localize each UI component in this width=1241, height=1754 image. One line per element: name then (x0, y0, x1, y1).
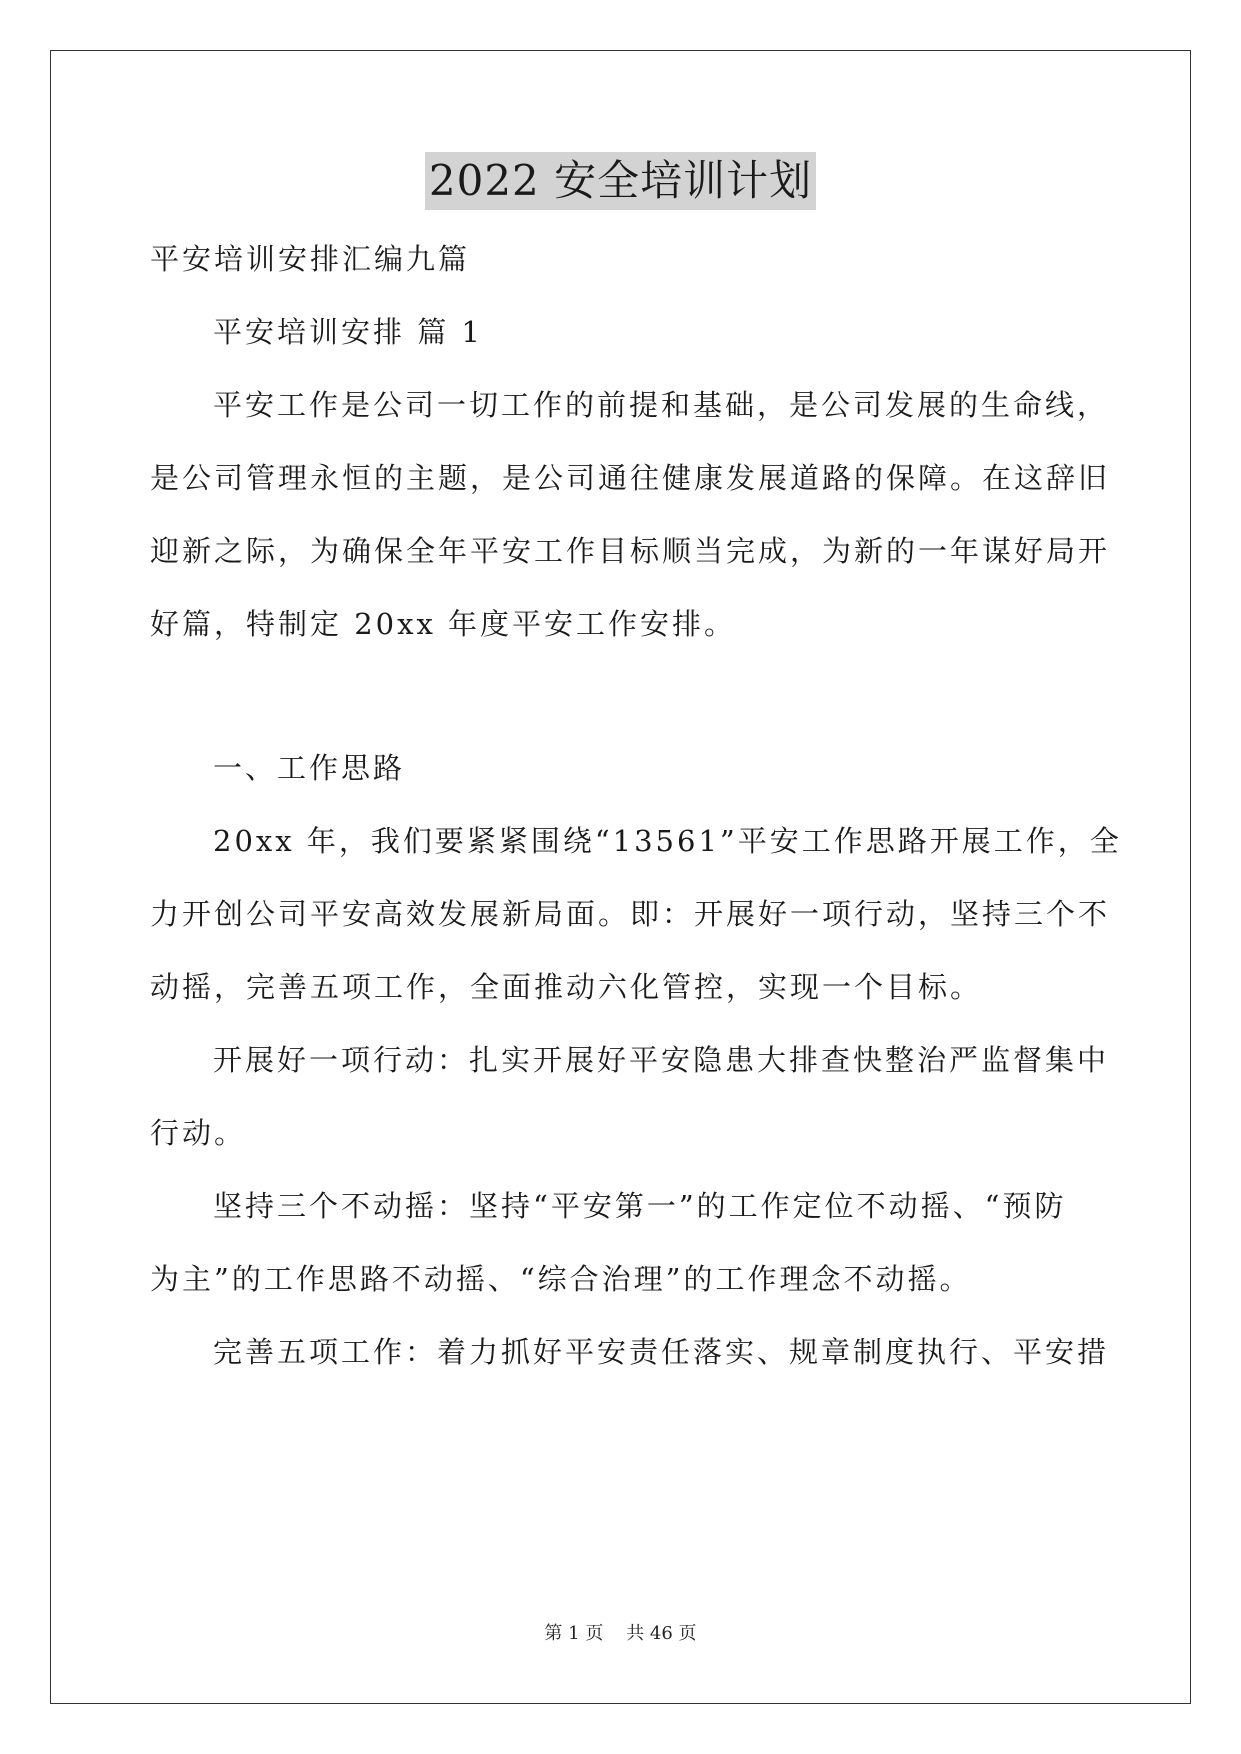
paragraph-line: 好篇，特制定 20xx 年度平安工作安排。 (150, 607, 737, 641)
page-number: 第 1 页 共 46 页 (544, 1623, 697, 1644)
paragraph-line: 坚持三个不动摇：坚持“平安第一”的工作定位不动摇、“预防 (213, 1189, 1067, 1223)
section-heading: 平安培训安排 篇 1 (213, 315, 483, 349)
paragraph-line: 行动。 (150, 1116, 247, 1150)
title-container (0, 152, 1241, 210)
paragraph-line: 是公司管理永恒的主题，是公司通往健康发展道路的保障。在这辞旧 (150, 461, 1111, 495)
paragraph-line: 开展好一项行动：扎实开展好平安隐患大排查快整治严监督集中 (213, 1043, 1110, 1077)
subtitle: 平安培训安排汇编九篇 (150, 242, 471, 276)
paragraph-line: 20xx 年，我们要紧紧围绕“13561”平安工作思路开展工作，全 (213, 824, 1122, 858)
paragraph-line: 动摇，完善五项工作，全面推动六化管控，实现一个目标。 (150, 970, 983, 1004)
heading-work-ideas: 一、工作思路 (213, 751, 406, 785)
page-footer (0, 1619, 1241, 1645)
paragraph-line: 平安工作是公司一切工作的前提和基础，是公司发展的生命线， (213, 388, 1110, 422)
paragraph-line: 完善五项工作：着力抓好平安责任落实、规章制度执行、平安措 (213, 1335, 1110, 1369)
paragraph-line: 力开创公司平安高效发展新局面。即：开展好一项行动，坚持三个不 (150, 897, 1111, 931)
paragraph-line: 迎新之际，为确保全年平安工作目标顺当完成，为新的一年谋好局开 (150, 534, 1111, 568)
paragraph-line: 为主”的工作思路不动摇、“综合治理”的工作理念不动摇。 (150, 1262, 972, 1296)
document-title: 2022 安全培训计划 (425, 152, 816, 210)
